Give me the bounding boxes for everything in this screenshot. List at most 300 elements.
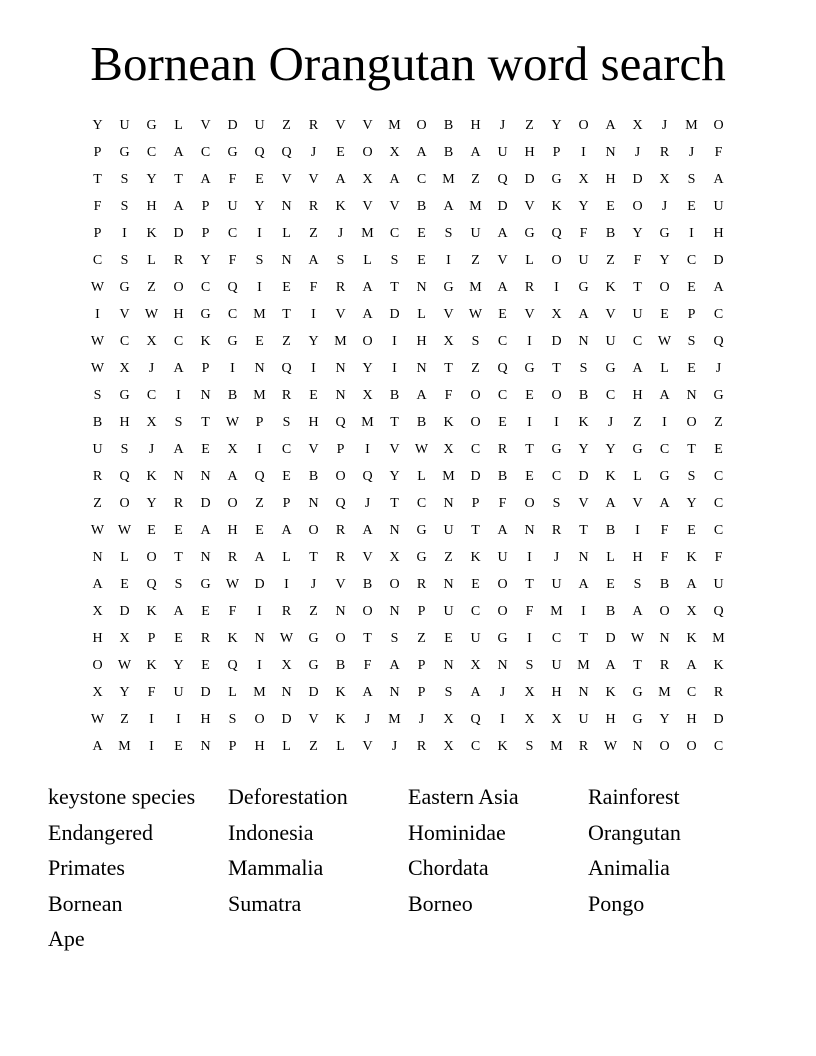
grid-letter: Y: [578, 442, 589, 457]
grid-letter: A: [362, 307, 373, 322]
grid-letter: F: [228, 172, 237, 187]
grid-letter: Z: [309, 739, 318, 754]
grid-letter: W: [657, 334, 672, 349]
grid-letter: A: [227, 469, 238, 484]
grid-letter: A: [497, 280, 508, 295]
grid-letter: X: [551, 712, 562, 727]
grid-letter: C: [200, 145, 211, 160]
grid-letter: S: [471, 334, 480, 349]
grid-letter: B: [227, 388, 238, 403]
grid-row: [84, 409, 734, 436]
grid-letter: O: [497, 604, 508, 619]
grid-letter: L: [417, 469, 426, 484]
grid-letter: I: [257, 280, 262, 295]
grid-letter: S: [174, 577, 183, 592]
grid-letter: X: [92, 685, 103, 700]
grid-letter: N: [92, 550, 103, 565]
grid-letter: G: [578, 280, 589, 295]
grid-letter: Z: [417, 631, 426, 646]
grid-letter: Z: [633, 415, 642, 430]
grid-letter: O: [362, 145, 373, 160]
grid-letter: O: [173, 280, 184, 295]
grid-letter: A: [578, 307, 589, 322]
grid-letter: B: [362, 577, 373, 592]
grid-letter: J: [418, 712, 425, 727]
grid-letter: E: [606, 577, 615, 592]
grid-letter: X: [470, 658, 481, 673]
grid-letter: V: [335, 577, 346, 592]
grid-letter: X: [362, 172, 373, 187]
grid-letter: C: [470, 442, 481, 457]
grid-letter: Y: [173, 658, 184, 673]
grid-letter: O: [119, 496, 130, 511]
grid-letter: P: [336, 442, 345, 457]
grid-letter: B: [605, 604, 616, 619]
grid-letter: H: [605, 172, 616, 187]
grid-letter: D: [497, 199, 508, 214]
grid-letter: L: [174, 118, 183, 133]
grid-letter: U: [713, 577, 724, 592]
grid-row: [84, 301, 734, 328]
grid-letter: M: [577, 658, 590, 673]
grid-letter: O: [389, 577, 400, 592]
grid-letter: E: [498, 307, 507, 322]
grid-letter: E: [417, 253, 426, 268]
grid-letter: E: [120, 577, 129, 592]
grid-letter: G: [227, 145, 238, 160]
grid-letter: M: [253, 307, 266, 322]
grid-letter: U: [497, 550, 508, 565]
grid-letter: Q: [497, 172, 508, 187]
grid-letter: N: [416, 280, 427, 295]
grid-letter: S: [282, 415, 291, 430]
grid-letter: J: [148, 442, 155, 457]
grid-letter: Q: [497, 361, 508, 376]
grid-letter: I: [554, 280, 559, 295]
grid-letter: A: [362, 280, 373, 295]
grid-letter: O: [227, 496, 238, 511]
grid-letter: E: [687, 523, 696, 538]
grid-letter: J: [715, 361, 722, 376]
grid-letter: X: [281, 658, 292, 673]
grid-letter: K: [443, 415, 454, 430]
grid-letter: M: [442, 469, 455, 484]
grid-letter: Z: [471, 361, 480, 376]
grid-letter: P: [417, 604, 426, 619]
grid-letter: M: [253, 685, 266, 700]
grid-letter: I: [230, 361, 235, 376]
grid-letter: H: [416, 334, 427, 349]
grid-letter: Y: [254, 199, 265, 214]
grid-letter: K: [605, 280, 616, 295]
grid-letter: R: [713, 685, 724, 700]
grid-letter: C: [686, 253, 697, 268]
grid-letter: E: [201, 442, 210, 457]
grid-letter: Y: [362, 361, 373, 376]
word-list-item: Rainforest: [588, 784, 680, 809]
grid-row: [84, 733, 734, 760]
grid-letter: G: [632, 442, 643, 457]
grid-letter: T: [579, 631, 588, 646]
word-list-item: Primates: [48, 855, 125, 881]
grid-letter: D: [470, 469, 481, 484]
word-list-item: Bornean: [48, 890, 123, 916]
word-list-item: Animalia: [588, 855, 670, 881]
grid-letter: A: [92, 577, 103, 592]
word-list: [48, 779, 788, 957]
grid-letter: E: [201, 658, 210, 673]
grid-letter: A: [632, 361, 643, 376]
grid-letter: N: [200, 469, 211, 484]
grid-letter: V: [362, 550, 373, 565]
grid-letter: Q: [254, 469, 265, 484]
grid-letter: Z: [120, 712, 129, 727]
grid-letter: C: [713, 469, 724, 484]
grid-letter: L: [282, 550, 291, 565]
grid-letter: H: [605, 712, 616, 727]
grid-letter: X: [524, 712, 535, 727]
grid-letter: W: [90, 712, 105, 727]
grid-letter: E: [417, 226, 426, 241]
grid-letter: N: [281, 253, 292, 268]
grid-letter: D: [227, 118, 238, 133]
grid-letter: T: [471, 523, 480, 538]
grid-letter: S: [444, 226, 453, 241]
grid-letter: Z: [714, 415, 723, 430]
grid-letter: I: [257, 604, 262, 619]
grid-letter: G: [119, 145, 130, 160]
grid-letter: J: [148, 361, 155, 376]
grid-letter: H: [551, 685, 562, 700]
grid-letter: O: [335, 631, 346, 646]
grid-letter: Z: [282, 118, 291, 133]
grid-letter: M: [658, 685, 671, 700]
grid-letter: W: [468, 307, 483, 322]
grid-letter: H: [686, 712, 697, 727]
grid-letter: I: [149, 712, 154, 727]
grid-letter: L: [660, 361, 669, 376]
grid-letter: K: [227, 631, 238, 646]
grid-letter: X: [686, 604, 697, 619]
grid-letter: T: [201, 415, 210, 430]
grid-letter: P: [93, 145, 102, 160]
grid-letter: X: [524, 685, 535, 700]
grid-letter: B: [389, 388, 400, 403]
grid-letter: C: [497, 388, 508, 403]
grid-letter: M: [388, 712, 401, 727]
grid-letter: L: [147, 253, 156, 268]
grid-row: [84, 355, 734, 382]
grid-letter: H: [632, 388, 643, 403]
grid-letter: G: [416, 550, 427, 565]
grid-letter: S: [336, 253, 345, 268]
grid-letter: U: [254, 118, 265, 133]
grid-letter: C: [92, 253, 103, 268]
grid-letter: N: [281, 685, 292, 700]
grid-letter: S: [390, 253, 399, 268]
grid-letter: C: [551, 631, 562, 646]
grid-letter: K: [686, 631, 697, 646]
grid-letter: O: [551, 253, 562, 268]
grid-letter: A: [686, 658, 697, 673]
grid-letter: Z: [147, 280, 156, 295]
grid-letter: T: [390, 496, 399, 511]
grid-row: [84, 382, 734, 409]
grid-letter: P: [201, 199, 210, 214]
grid-letter: I: [500, 712, 505, 727]
grid-letter: M: [469, 199, 482, 214]
grid-letter: R: [659, 145, 670, 160]
grid-letter: J: [607, 415, 614, 430]
grid-letter: C: [146, 145, 157, 160]
grid-letter: G: [443, 280, 454, 295]
grid-letter: O: [416, 118, 427, 133]
grid-letter: F: [228, 253, 237, 268]
grid-letter: U: [443, 523, 454, 538]
grid-letter: U: [443, 604, 454, 619]
grid-letter: Y: [389, 469, 400, 484]
grid-letter: F: [714, 550, 723, 565]
grid-letter: M: [118, 739, 131, 754]
grid-letter: T: [174, 172, 183, 187]
grid-letter: C: [497, 334, 508, 349]
grid-letter: D: [281, 712, 292, 727]
grid-letter: S: [120, 199, 129, 214]
grid-letter: M: [253, 388, 266, 403]
grid-letter: Y: [578, 199, 589, 214]
grid-letter: O: [713, 118, 724, 133]
grid-letter: O: [497, 577, 508, 592]
grid-letter: T: [525, 442, 534, 457]
grid-row: [84, 436, 734, 463]
grid-letter: Y: [551, 118, 562, 133]
grid-letter: K: [470, 550, 481, 565]
grid-letter: V: [308, 442, 319, 457]
grid-letter: N: [524, 523, 535, 538]
grid-letter: F: [93, 199, 102, 214]
grid-letter: X: [443, 442, 454, 457]
grid-letter: X: [362, 388, 373, 403]
grid-letter: C: [686, 685, 697, 700]
grid-letter: A: [659, 388, 670, 403]
grid-letter: V: [605, 307, 616, 322]
grid-letter: O: [92, 658, 103, 673]
grid-letter: C: [713, 739, 724, 754]
grid-letter: T: [525, 577, 534, 592]
grid-letter: G: [713, 388, 724, 403]
grid-letter: F: [363, 658, 372, 673]
page-title: Bornean Orangutan word search: [90, 36, 726, 91]
grid-row: [84, 139, 734, 166]
grid-letter: A: [578, 577, 589, 592]
grid-letter: P: [228, 739, 237, 754]
grid-letter: U: [227, 199, 238, 214]
grid-letter: W: [90, 361, 105, 376]
grid-letter: Y: [119, 685, 130, 700]
grid-letter: G: [416, 523, 427, 538]
grid-letter: W: [279, 631, 294, 646]
grid-letter: H: [92, 631, 103, 646]
grid-letter: N: [200, 388, 211, 403]
grid-letter: E: [525, 388, 534, 403]
grid-letter: R: [92, 469, 103, 484]
grid-letter: A: [470, 145, 481, 160]
grid-letter: Y: [200, 253, 211, 268]
grid-letter: T: [363, 631, 372, 646]
grid-letter: F: [525, 604, 534, 619]
grid-letter: C: [713, 523, 724, 538]
grid-letter: L: [417, 307, 426, 322]
grid-letter: B: [578, 388, 589, 403]
grid-letter: N: [335, 604, 346, 619]
grid-letter: R: [416, 739, 427, 754]
grid-row: [84, 652, 734, 679]
grid-letter: X: [227, 442, 238, 457]
grid-letter: B: [659, 577, 670, 592]
grid-letter: J: [364, 496, 371, 511]
grid-row: [84, 679, 734, 706]
grid-letter: S: [687, 334, 696, 349]
grid-letter: V: [362, 739, 373, 754]
grid-letter: A: [173, 145, 184, 160]
grid-letter: E: [525, 469, 534, 484]
grid-letter: Z: [282, 334, 291, 349]
grid-letter: J: [553, 550, 560, 565]
grid-letter: L: [282, 226, 291, 241]
grid-letter: A: [173, 361, 184, 376]
grid-letter: M: [442, 172, 455, 187]
grid-letter: R: [281, 388, 292, 403]
grid-letter: M: [712, 631, 725, 646]
grid-letter: K: [335, 199, 346, 214]
grid-letter: N: [281, 199, 292, 214]
grid-letter: O: [686, 415, 697, 430]
grid-letter: G: [200, 307, 211, 322]
grid-letter: V: [578, 496, 589, 511]
grid-letter: Y: [659, 712, 670, 727]
word-list-item: Chordata: [408, 855, 489, 881]
grid-letter: P: [93, 226, 102, 241]
grid-letter: C: [551, 469, 562, 484]
grid-letter: J: [310, 577, 317, 592]
grid-letter: G: [200, 577, 211, 592]
grid-letter: V: [308, 172, 319, 187]
grid-letter: N: [335, 361, 346, 376]
grid-letter: I: [311, 361, 316, 376]
grid-letter: K: [686, 550, 697, 565]
grid-letter: A: [605, 118, 616, 133]
grid-letter: S: [174, 415, 183, 430]
grid-letter: R: [281, 604, 292, 619]
grid-letter: G: [146, 118, 157, 133]
grid-letter: R: [416, 577, 427, 592]
grid-letter: Q: [281, 145, 292, 160]
grid-letter: R: [335, 523, 346, 538]
grid-letter: D: [551, 334, 562, 349]
grid-letter: J: [688, 145, 695, 160]
grid-letter: F: [579, 226, 588, 241]
grid-letter: Y: [605, 442, 616, 457]
grid-letter: Y: [146, 172, 157, 187]
grid-letter: R: [308, 118, 319, 133]
grid-letter: R: [524, 280, 535, 295]
grid-letter: I: [527, 550, 532, 565]
grid-letter: O: [362, 604, 373, 619]
word-list-item: Indonesia: [228, 819, 314, 845]
grid-letter: F: [714, 145, 723, 160]
grid-letter: K: [146, 658, 157, 673]
grid-letter: I: [176, 712, 181, 727]
grid-letter: H: [173, 307, 184, 322]
grid-letter: D: [524, 172, 535, 187]
grid-letter: A: [416, 388, 427, 403]
grid-letter: W: [90, 280, 105, 295]
grid-letter: I: [257, 442, 262, 457]
word-list-item: keystone species: [48, 784, 196, 809]
grid-letter: W: [414, 442, 429, 457]
grid-letter: M: [685, 118, 698, 133]
grid-letter: A: [416, 145, 427, 160]
grid-letter: D: [578, 469, 589, 484]
grid-letter: D: [173, 226, 184, 241]
grid-letter: I: [581, 604, 586, 619]
grid-letter: P: [147, 631, 156, 646]
grid-letter: O: [524, 496, 535, 511]
grid-letter: R: [578, 739, 589, 754]
grid-letter: J: [364, 712, 371, 727]
grid-letter: P: [201, 226, 210, 241]
grid-letter: L: [525, 253, 534, 268]
grid-letter: D: [632, 172, 643, 187]
grid-letter: E: [309, 388, 318, 403]
grid-letter: R: [335, 550, 346, 565]
grid-letter: K: [551, 199, 562, 214]
grid-letter: N: [200, 739, 211, 754]
grid-letter: G: [119, 280, 130, 295]
grid-letter: V: [119, 307, 130, 322]
grid-letter: D: [119, 604, 130, 619]
grid-letter: C: [605, 388, 616, 403]
grid-letter: J: [661, 199, 668, 214]
grid-row: [84, 274, 734, 301]
grid-letter: V: [443, 307, 454, 322]
grid-letter: C: [713, 496, 724, 511]
grid-letter: S: [444, 685, 453, 700]
grid-letter: Z: [525, 118, 534, 133]
grid-letter: G: [308, 658, 319, 673]
grid-row: [84, 112, 734, 139]
grid-letter: H: [119, 415, 130, 430]
grid-letter: C: [632, 334, 643, 349]
grid-letter: J: [499, 685, 506, 700]
grid-row: [84, 625, 734, 652]
grid-letter: H: [146, 199, 157, 214]
grid-letter: H: [713, 226, 724, 241]
grid-letter: A: [335, 172, 346, 187]
grid-letter: E: [174, 631, 183, 646]
grid-letter: E: [255, 523, 264, 538]
grid-letter: F: [633, 253, 642, 268]
grid-letter: G: [308, 631, 319, 646]
grid-letter: C: [659, 442, 670, 457]
grid-letter: B: [605, 226, 616, 241]
grid-letter: V: [200, 118, 211, 133]
grid-letter: A: [632, 604, 643, 619]
grid-letter: X: [443, 739, 454, 754]
grid-letter: O: [335, 469, 346, 484]
grid-letter: Z: [606, 253, 615, 268]
grid-letter: I: [365, 442, 370, 457]
